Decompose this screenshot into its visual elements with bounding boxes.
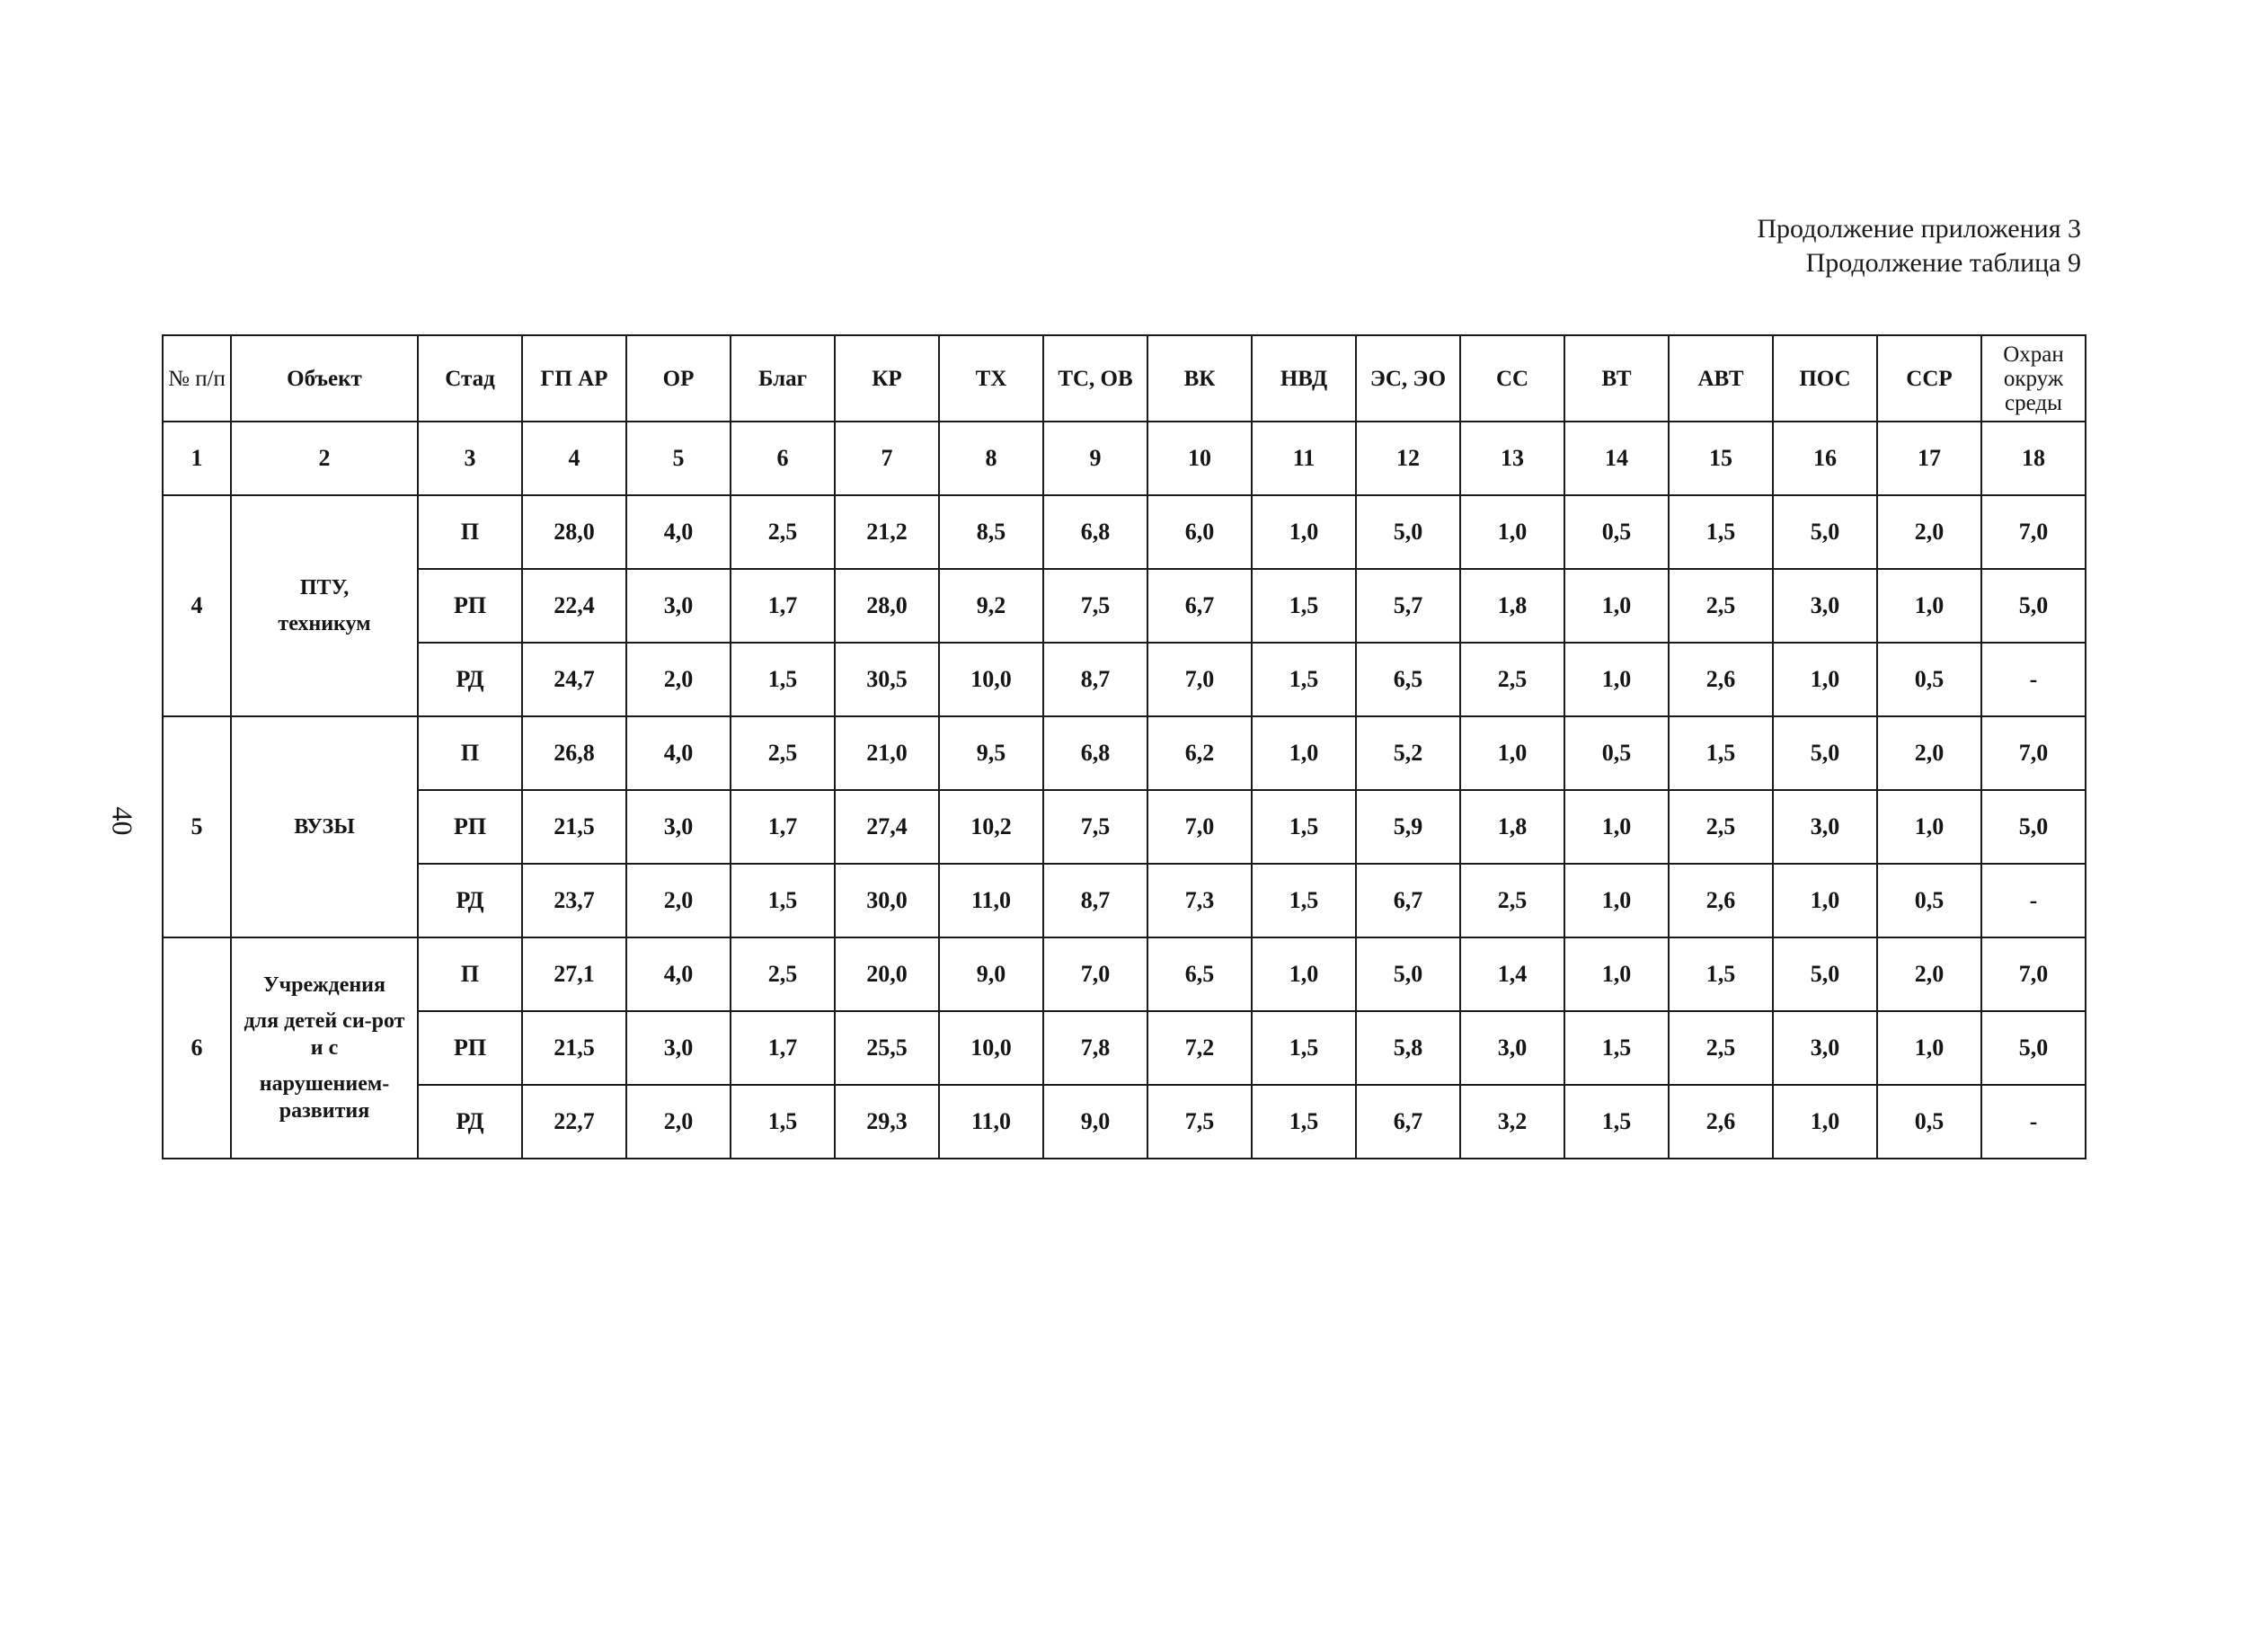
value-cell: 25,5 [835,1011,939,1085]
column-number-cell: 10 [1147,422,1252,495]
value-cell: 7,0 [1147,790,1252,864]
column-header: ВТ [1564,335,1669,422]
table-row [163,716,2086,790]
value-cell: 1,0 [1773,1085,1877,1159]
column-number-cell: 6 [731,422,835,495]
value-cell: 7,0 [1981,937,2086,1011]
value-cell: 22,7 [522,1085,626,1159]
value-cell: 20,0 [835,937,939,1011]
value-cell: 4,0 [626,495,731,569]
object-name-line: нарушением-развития [259,1072,390,1123]
value-cell: 26,8 [522,716,626,790]
value-cell: 1,5 [1252,1011,1356,1085]
value-cell: 1,0 [1252,937,1356,1011]
value-cell: 7,0 [1043,937,1147,1011]
value-cell: 6,8 [1043,495,1147,569]
value-cell: 5,0 [1773,716,1877,790]
stage-cell: РП [418,790,522,864]
value-cell: 1,5 [1669,495,1773,569]
value-cell: - [1981,864,2086,937]
value-cell: 6,7 [1356,864,1460,937]
value-cell: 0,5 [1877,643,1981,716]
value-cell: 21,0 [835,716,939,790]
value-cell: 11,0 [939,864,1043,937]
stage-cell: РД [418,864,522,937]
value-cell: 5,2 [1356,716,1460,790]
row-number-cell: 5 [163,716,231,937]
value-cell: 28,0 [522,495,626,569]
value-cell: 1,7 [731,790,835,864]
value-cell: 11,0 [939,1085,1043,1159]
value-cell: 7,0 [1147,643,1252,716]
value-cell: 5,7 [1356,569,1460,643]
value-cell: 1,0 [1252,495,1356,569]
column-header: СС [1460,335,1564,422]
value-cell: 27,1 [522,937,626,1011]
object-name-cell [231,716,418,937]
row-number-cell: 6 [163,937,231,1159]
column-header: ТС, ОВ [1043,335,1147,422]
value-cell: 1,7 [731,569,835,643]
column-number-cell: 14 [1564,422,1669,495]
value-cell: 1,5 [1564,1011,1669,1085]
value-cell: 3,2 [1460,1085,1564,1159]
column-number-cell: 17 [1877,422,1981,495]
value-cell: 5,0 [1773,937,1877,1011]
value-cell: 1,0 [1564,937,1669,1011]
value-cell: 9,0 [939,937,1043,1011]
value-cell: 1,0 [1252,716,1356,790]
column-header: ГП АР [522,335,626,422]
value-cell: 1,5 [731,1085,835,1159]
value-cell: 1,0 [1773,864,1877,937]
column-header: КР [835,335,939,422]
value-cell: 1,0 [1564,643,1669,716]
value-cell: 30,5 [835,643,939,716]
value-cell: 1,7 [731,1011,835,1085]
value-cell: 1,8 [1460,790,1564,864]
column-header: ССР [1877,335,1981,422]
value-cell: 1,4 [1460,937,1564,1011]
value-cell: 1,0 [1877,569,1981,643]
column-number-cell: 3 [418,422,522,495]
object-name-line: ПТУ, [299,576,350,599]
value-cell: 7,3 [1147,864,1252,937]
value-cell: 3,0 [1773,1011,1877,1085]
header-row [163,335,2086,422]
value-cell: 3,0 [1773,790,1877,864]
column-number-cell: 8 [939,422,1043,495]
value-cell: 27,4 [835,790,939,864]
value-cell: 8,5 [939,495,1043,569]
value-cell: 0,5 [1877,1085,1981,1159]
value-cell: 5,8 [1356,1011,1460,1085]
column-number-cell: 5 [626,422,731,495]
value-cell: 3,0 [626,569,731,643]
stage-cell: РД [418,1085,522,1159]
value-cell: 21,5 [522,790,626,864]
column-header: АВТ [1669,335,1773,422]
object-name-cell [231,495,418,716]
value-cell: 1,0 [1877,1011,1981,1085]
column-header: Благ [731,335,835,422]
value-cell: 30,0 [835,864,939,937]
value-cell: 22,4 [522,569,626,643]
value-cell: 5,9 [1356,790,1460,864]
table-row [163,495,2086,569]
column-number-cell: 13 [1460,422,1564,495]
column-number-cell: 16 [1773,422,1877,495]
value-cell: 7,5 [1043,569,1147,643]
value-cell: 6,5 [1147,937,1252,1011]
value-cell: 6,2 [1147,716,1252,790]
value-cell: 6,7 [1356,1085,1460,1159]
value-cell: 1,0 [1460,495,1564,569]
value-cell: 2,0 [1877,716,1981,790]
stage-cell: П [418,937,522,1011]
value-cell: 2,5 [1460,864,1564,937]
value-cell: 0,5 [1564,716,1669,790]
value-cell: 2,0 [626,1085,731,1159]
column-header: Объект [231,335,418,422]
value-cell: 6,7 [1147,569,1252,643]
value-cell: 1,5 [1252,864,1356,937]
column-number-cell: 9 [1043,422,1147,495]
value-cell: 7,0 [1981,495,2086,569]
stage-cell: РП [418,569,522,643]
stage-cell: П [418,495,522,569]
value-cell: 2,6 [1669,643,1773,716]
value-cell: 2,6 [1669,864,1773,937]
value-cell: 1,5 [731,643,835,716]
value-cell: 6,0 [1147,495,1252,569]
value-cell: 2,5 [1669,1011,1773,1085]
object-name-line: для детей си-рот и с [244,1009,405,1060]
value-cell: 10,2 [939,790,1043,864]
value-cell: 1,0 [1564,790,1669,864]
value-cell: 6,5 [1356,643,1460,716]
cost-distribution-table [162,334,2086,1159]
column-number-cell: 11 [1252,422,1356,495]
value-cell: 0,5 [1877,864,1981,937]
column-header: ТХ [939,335,1043,422]
appendix-continuation-label: Продолжение приложения 3 [1757,214,2081,244]
value-cell: 29,3 [835,1085,939,1159]
column-header: ПОС [1773,335,1877,422]
value-cell: 2,5 [731,937,835,1011]
value-cell: 6,8 [1043,716,1147,790]
page-number: 40 [106,806,139,836]
column-header: ВК [1147,335,1252,422]
value-cell: 10,0 [939,643,1043,716]
column-number-cell: 15 [1669,422,1773,495]
value-cell: 5,0 [1981,1011,2086,1085]
value-cell: 2,0 [1877,937,1981,1011]
value-cell: 3,0 [626,790,731,864]
value-cell: 2,0 [1877,495,1981,569]
value-cell: 1,0 [1564,569,1669,643]
table-body [163,335,2086,1159]
appendix-caption [1757,212,2081,280]
column-number-row [163,422,2086,495]
stage-cell: РП [418,1011,522,1085]
value-cell: 9,2 [939,569,1043,643]
value-cell: 1,5 [731,864,835,937]
value-cell: 5,0 [1356,937,1460,1011]
value-cell: 21,5 [522,1011,626,1085]
column-header: НВД [1252,335,1356,422]
value-cell: 5,0 [1356,495,1460,569]
value-cell: 3,0 [1460,1011,1564,1085]
column-header: Охран окруж среды [1981,335,2086,422]
column-number-cell: 4 [522,422,626,495]
table-row [163,1085,2086,1159]
value-cell: 5,0 [1773,495,1877,569]
value-cell: 3,0 [626,1011,731,1085]
value-cell: 7,5 [1043,790,1147,864]
value-cell: 28,0 [835,569,939,643]
value-cell: 10,0 [939,1011,1043,1085]
column-number-cell: 7 [835,422,939,495]
value-cell: 7,8 [1043,1011,1147,1085]
value-cell: 7,2 [1147,1011,1252,1085]
value-cell: 8,7 [1043,643,1147,716]
value-cell: 2,5 [731,716,835,790]
stage-cell: РД [418,643,522,716]
value-cell: 3,0 [1773,569,1877,643]
value-cell: 2,0 [626,864,731,937]
stage-cell: П [418,716,522,790]
value-cell: 1,5 [1564,1085,1669,1159]
column-number-cell: 18 [1981,422,2086,495]
column-header: ЭС, ЭО [1356,335,1460,422]
value-cell: 1,5 [1252,790,1356,864]
value-cell: - [1981,643,2086,716]
column-header: Стад [418,335,522,422]
value-cell: 9,5 [939,716,1043,790]
column-header: ОР [626,335,731,422]
value-cell: 2,5 [731,495,835,569]
object-name-cell [231,937,418,1159]
value-cell: 1,0 [1564,864,1669,937]
value-cell: 1,0 [1877,790,1981,864]
object-name-line: ВУЗЫ [294,815,355,839]
value-cell: 1,5 [1669,716,1773,790]
value-cell: 1,0 [1460,716,1564,790]
value-cell: 0,5 [1564,495,1669,569]
column-number-cell: 12 [1356,422,1460,495]
value-cell: 2,5 [1669,569,1773,643]
value-cell: 1,5 [1252,643,1356,716]
value-cell: 1,5 [1669,937,1773,1011]
value-cell: 2,5 [1460,643,1564,716]
table-row [163,790,2086,864]
value-cell: 9,0 [1043,1085,1147,1159]
value-cell: 5,0 [1981,569,2086,643]
value-cell: 21,2 [835,495,939,569]
table-row [163,569,2086,643]
value-cell: 5,0 [1981,790,2086,864]
column-number-cell: 2 [231,422,418,495]
value-cell: 23,7 [522,864,626,937]
value-cell: 2,6 [1669,1085,1773,1159]
value-cell: 8,7 [1043,864,1147,937]
value-cell: 1,0 [1773,643,1877,716]
value-cell: 1,5 [1252,569,1356,643]
table-continuation-label: Продолжение таблица 9 [1805,248,2081,278]
object-name-line: Учреждения [263,973,385,997]
row-number-cell: 4 [163,495,231,716]
table-row [163,643,2086,716]
column-number-cell: 1 [163,422,231,495]
value-cell: 4,0 [626,716,731,790]
object-name-line: техникум [278,612,371,635]
table-row [163,1011,2086,1085]
value-cell: 4,0 [626,937,731,1011]
value-cell: 24,7 [522,643,626,716]
table-row [163,864,2086,937]
value-cell: - [1981,1085,2086,1159]
value-cell: 1,8 [1460,569,1564,643]
value-cell: 7,5 [1147,1085,1252,1159]
value-cell: 1,5 [1252,1085,1356,1159]
value-cell: 2,0 [626,643,731,716]
value-cell: 7,0 [1981,716,2086,790]
column-header: № п/п [163,335,231,422]
table-row [163,937,2086,1011]
value-cell: 2,5 [1669,790,1773,864]
